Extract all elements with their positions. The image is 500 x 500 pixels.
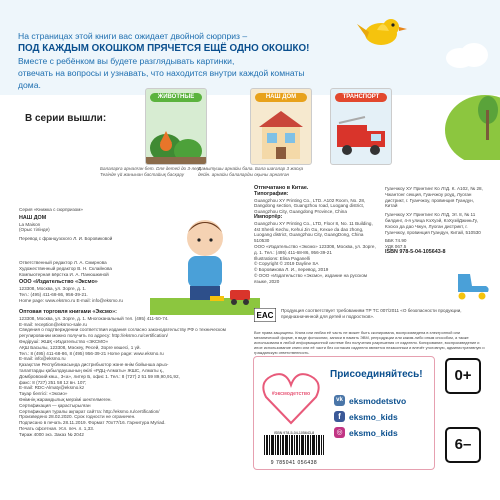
instagram-handle: eksmo_kids: [349, 427, 398, 438]
kz-line-5: талаптарды қабылдаушының өкілі «РДЦ-Алматы» ЖШС, Алматы қ.,: [19, 367, 165, 373]
kz-line-4: Қазақстан Республикасында дистрибьютор және өнім бойынша арыз-: [19, 362, 169, 368]
eac-mark-icon: [254, 308, 276, 322]
wholesale-heading: Оптовая торговля книгами «Эксмо»:: [19, 309, 117, 315]
safety-text: Все права защищены. Книга или любая её часть не может быть скопирована, воспроизведена в электронной или механической форме, в виде фотокопии, записи в память ЭВМ, репродукции или каким-либо иным способом, а также использована в любой информационной системе без получения разрешения от издателя. Копирование, воспроизведение и иное использование книги или её части без согласия издателя является незаконным и влечёт уголовную, административную и гражданскую ответственность.: [254, 330, 485, 355]
barcode-digits: 9 785041 056438: [270, 460, 318, 466]
kz-caption-left: Балаларға арналған бет. Dля детей до 3-лет. Тегінде үй жанынан бастайық басқару: [100, 166, 202, 177]
ru-importer: ООО «Издательство «Эксмо» 123308, Москва, ул. Зорге, д. 1. Тел.: (495) 411-68-86, 956-39-21: [254, 243, 376, 255]
series-name: Серия «Книжка с сюрпризом»: [19, 207, 83, 212]
print-format: Подписано в печать 28.11.2019. Формат 70x77/16. Гарнитура Myriad.: [19, 420, 166, 426]
tirazh: Тираж 4000 экз. Заказ № 2042: [19, 431, 84, 437]
kz-printing-block: [385, 186, 485, 256]
brand-heart: [260, 367, 322, 429]
instagram-icon: ◎: [334, 427, 345, 438]
social-card: [253, 356, 435, 470]
book-title-house: НАШ ДОМ: [255, 93, 307, 102]
importer-text: Guangzhou XY Printing Co., LTD, Floor 8, No. 11 Building, 4st Shenli Kechu, Kehui Jin Gu, Kexue da dao zhong, Luogang district, Guangzhou City, GuangDong, China 510530: [254, 220, 373, 244]
typography-text: Guangzhou XY Printing Co., LTD. A102 Room, No. 28, Dangdong section, Guangzhou road, Luogang district, Guangzhou City, Guangdong Province, China: [254, 197, 366, 215]
age-badge-6: 6–: [445, 427, 481, 463]
brand-hashtag: #эксмодетство: [271, 391, 311, 397]
wholesale-text: 123308, Москва, ул. Зорге, д. 1. Многоканальный тел. (495) 411-50-74.: [19, 315, 169, 321]
editor-2: Художественный редактор В. Н. Склайнова: [19, 265, 112, 271]
series-heading: В серии вышли:: [25, 113, 107, 124]
kz-line-12: Сертификация туралы ақпарат сайтта: http://eksmo.ru/certification/: [19, 408, 160, 414]
kz-line-1: АҚШ Басылы, 123308, Мәскеу, Ресей, Зорге көшесі, 1 үй.: [19, 344, 141, 350]
intro-line-1: На страницах этой книги вас ожидает двойной сюрприз –: [18, 31, 248, 41]
kz-typography: Гуанчжоу ХУ Принтинг Ко ЛтД. К. А102, № 28, Чжантонг секция, Гуанчжоу роуд, Луоган дистрикт, г. Гуанчжоу, провинция Гуандун, Китай: [385, 186, 483, 209]
kz-line-0: Өндіруші: ЖШҚ «Издательство «ЭКСМО»: [19, 338, 109, 344]
intro-text: [18, 30, 328, 91]
publisher-name: ООО «Издательство «Эксмо»: [19, 279, 98, 286]
wholesale-email: E-mail: reception@eksmo-sale.ru: [19, 321, 87, 327]
made-in: Отпечатано в Китае.: [254, 185, 309, 191]
signed-date: Произведено 28.02.2020. Срок годности не ограничен.: [19, 414, 136, 420]
series-book-animals: [145, 88, 207, 165]
kz-importer: Гуанчжоу ХУ Принтинг Ко ЛтД, Эт. 8, № 11 билдинг, 4-я улица КэХуэй, КэХуэйДжиньГу, Кэсюэ да дао Чжун, Луоган дистрикт, г. Гуанчжоу, провинция Гуандун, Китай, 510530: [385, 212, 481, 235]
series-book-house: [250, 88, 312, 165]
bbk-code: ББК 74.90: [385, 238, 407, 244]
book-title-transport: ТРАНСПОРТ: [335, 93, 387, 102]
certification-text: Сведения о подтверждении соответствия издания согласно законодательству РФ о техническом регулировании можно получить по адресу: http://eksmo.ru/certification/: [19, 327, 226, 339]
fox-illustration: [146, 103, 206, 165]
translator: Перевод с французского Л. И. Боровиковой: [19, 236, 113, 242]
svg-text:EAC: EAC: [256, 311, 274, 320]
udk-code: УДК 067.5: [385, 244, 407, 250]
intro-headline: ПОД КАЖДЫМ ОКОШКОМ ПРЯЧЕТСЯ ЕЩЁ ОДНО ОКОШКО!: [18, 43, 310, 54]
intro-line-2: Вместе с ребёнком вы будете разглядывать картинки,: [18, 56, 235, 66]
title-ru: НАШ ДОМ: [19, 214, 47, 221]
heart-icon: [260, 367, 322, 429]
title-fr: La Maison: [19, 221, 41, 227]
kz-line-2: Тел.: 8 (495) 411-68-86, 8 (495) 956-39-21 Home page: www.eksmo.ru: [19, 350, 164, 356]
kz-line-11: Сертификация — қарастырылған: [19, 402, 91, 408]
barcode: [262, 431, 326, 466]
age-badge-0plus: 0+: [445, 358, 481, 394]
illustrations-credit: Illustrations: Elisa Paganelli: [254, 255, 310, 261]
kz-line-9: Тауар белгісі: «Эксмо»: [19, 391, 68, 397]
account-vk[interactable]: [334, 395, 406, 406]
kz-line-3: E-mail: info@eksmo.ru: [19, 356, 66, 362]
facebook-icon: f: [334, 411, 345, 422]
typography-heading: Типография:: [254, 190, 289, 197]
copyright-3: © ООО «Издательство «Эксмо», издание на русском языке, 2020: [254, 272, 368, 284]
hills-decoration: [430, 70, 500, 160]
printing-block: [254, 186, 379, 285]
kz-line-10: Өнімнің жарамдылық мерзімі шектелмеген.: [19, 396, 112, 402]
join-label: Присоединяйтесь!: [330, 369, 423, 380]
book-title-animals: ЖИВОТНЫЕ: [150, 93, 202, 102]
series-book-transport: [330, 88, 392, 165]
editor-1: Ответственный редактор Л. А. Смирнова: [19, 260, 107, 265]
kz-caption-mid: Дамытушы арнайы бала. Бала шағалар 3 жасқа дейін. арнайы балаларды оқыны арналған: [198, 166, 304, 177]
kz-line-8: E-mail: RDC-Almaty@eksmo.kz: [19, 385, 85, 391]
roller-skate-illustration: [452, 270, 492, 300]
publisher-site: Home page: www.eksmo.ru E-mail: info@eksmo.ru: [19, 297, 123, 303]
house-illustration: [251, 103, 311, 165]
isbn-text: ISBN 978-5-04-105643-8: [385, 248, 446, 255]
publisher-block: [19, 260, 174, 304]
publisher-address: 123308, Москва, ул. Зорге, д. 1.: [19, 286, 87, 292]
print-run: Печать офсетная. Усл. печ. л. 1,33.: [19, 425, 95, 431]
editor-3: Компьютерная вёрстка И. А. Панюшкиной: [19, 271, 109, 277]
kz-line-7: факс: 8 (727) 251 58 12 вн. 107;: [19, 379, 87, 385]
product-note: Продукция соответствует требованиям ТР ТС 007/2011 «О безопасности продукции, предназначенной для детей и подростков».: [281, 308, 462, 319]
publisher-phone: Тел.: (495) 411-68-86, 956-39-21.: [19, 291, 88, 297]
wholesale-block: [19, 310, 239, 438]
facebook-handle: eksmo_kids: [349, 411, 398, 422]
barcode-isbn: ISBN 978-5-04-105643-8: [273, 431, 315, 435]
intro-line-3: отвечать на вопросы и узнавать, что находится внутри каждой комнаты дома.: [18, 68, 305, 90]
account-instagram[interactable]: [334, 427, 398, 438]
bird-icon: [355, 10, 410, 50]
vk-handle: eksmodetstvo: [349, 395, 407, 406]
title-kz: (Орыс тілінде): [19, 227, 50, 233]
cloud-icon: [440, 40, 495, 70]
vk-icon: vk: [334, 395, 345, 406]
barcode-bars: [262, 435, 326, 455]
copyright-2: © Боровикова Л. И., перевод, 2019: [254, 267, 329, 273]
account-facebook[interactable]: [334, 411, 398, 422]
kz-line-6: Домбровский көш., 3«а», литер Б, офис 1. Тел.: 8 (727) 2 51 59 89,90,91,92,: [19, 373, 180, 379]
importer-heading: Импортёр:: [254, 213, 283, 220]
copyright-1: © Copyright © 2019 Dayline SA: [254, 261, 319, 267]
fire-truck-illustration: [331, 103, 391, 165]
